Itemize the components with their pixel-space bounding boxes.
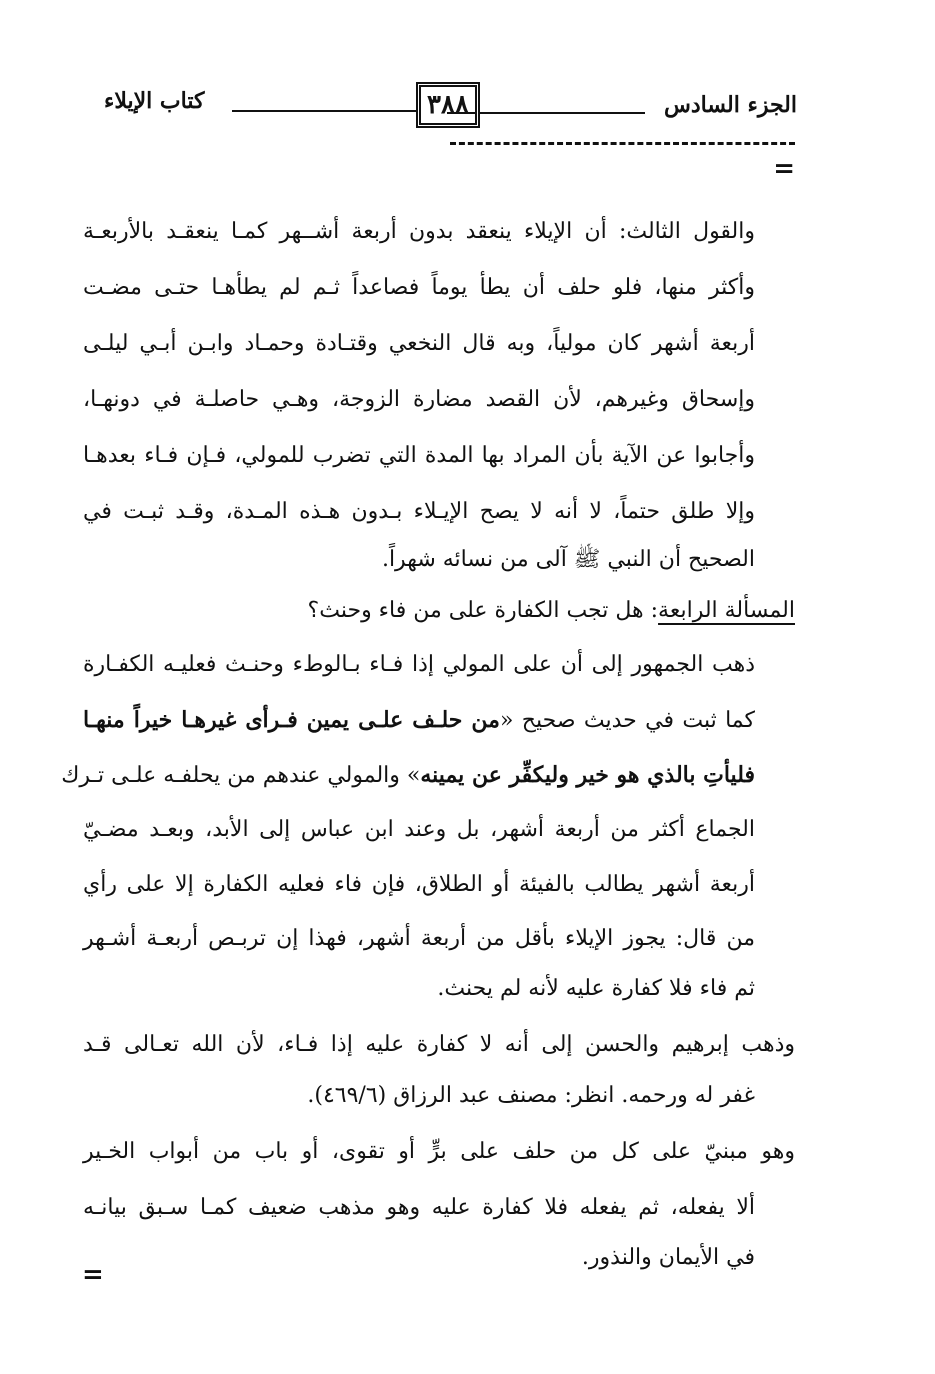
text-line: وهو مبنيّ على كل من حلف على برٍّ أو تقوى، أو باب من أبواب الخـير xyxy=(83,1139,795,1164)
text-line: ذهب الجمهور إلى أن على المولي إذا فـاء بـالوطء وحنـث فعليـه الكفـارة xyxy=(83,652,755,677)
text-line: وإسحاق وغيرهم، لأن القصد مضارة الزوجة، وهـي حاصلـة في دونهـا، xyxy=(83,387,755,412)
part-title: الجزء السادس xyxy=(664,92,797,118)
text-line-hadith-start xyxy=(83,703,755,738)
text-line: أربعة أشهر كان مولياً، وبه قال النخعي وقتـادة وحمـاد وابـن أبـي ليلـى xyxy=(83,331,755,356)
hadith-quote: من حلـف علـى يمين فـرأى غيرهـا خيراً منهـا xyxy=(83,707,500,733)
text-line: ثم فاء فلا كفارة عليه لأنه لم يحنث. xyxy=(437,976,755,1001)
question-heading-line xyxy=(83,594,795,628)
dashed-separator xyxy=(450,142,795,145)
text-line: في الأيمان والنذور. xyxy=(581,1245,755,1270)
text-line: أربعة أشهر يطالب بالفيئة أو الطلاق، فإن فاء فعليه الكفارة إلا على رأي xyxy=(83,872,755,897)
text-line: الصحيح أن النبي ﷺ آلى من نسائه شهراً. xyxy=(381,547,755,572)
text-segment: » والمولي عندهم من يحلفـه علـى تـرك xyxy=(61,763,421,788)
text-line: الجماع أكثر من أربعة أشهر، بل وعند ابن عباس إلى الأبد، وبعـد مضـيّ xyxy=(83,817,755,842)
text-line: غفر له ورحمه. انظر: مصنف عبد الرزاق (٤٦٩/٦). xyxy=(307,1083,755,1108)
text-line: وأكثر منها، فلو حلف أن يطأ يوماً فصاعداً ثـم لم يطأهـا حتـى مضـت xyxy=(83,275,755,300)
text-segment: كما ثبت في حديث صحيح « xyxy=(499,708,755,733)
text-line: ألا يفعله، ثم يفعله فلا كفارة عليه وهو مذهب ضعيف كمـا سـبق بيانـه xyxy=(83,1195,755,1220)
continuation-mark-bottom: = xyxy=(82,1260,104,1290)
text-line: والقول الثالث: أن الإيلاء ينعقد بدون أربعة أشــهر كمـا ينعقـد بالأربعـة xyxy=(83,219,755,244)
continuation-mark-top: = xyxy=(773,154,795,184)
text-line: من قال: يجوز الإيلاء بأقل من أربعة أشهر، فهذا إن تربـص أربعـة أشـهر xyxy=(83,926,755,951)
page-number: ٣٨٨ xyxy=(416,82,480,128)
book-title: كتاب الإيلاء xyxy=(104,88,205,114)
question-heading: المسألة الرابعة xyxy=(658,598,795,623)
question-text: : هل تجب الكفارة على من فاء وحنث؟ xyxy=(307,598,659,623)
header-rule-left xyxy=(232,110,416,112)
text-line: وإلا طلق حتماً، لا أنه لا يصح الإيـلاء بـدون هـذه المـدة، وقـد ثبـت في xyxy=(83,499,755,524)
text-line-hadith-end xyxy=(61,758,755,793)
text-line: وذهب إبرهيم والحسن إلى أنه لا كفارة عليه إذا فـاء، لأن الله تعـالى قـد xyxy=(83,1032,795,1057)
text-line: وأجابوا عن الآية بأن المراد بها المدة التي تضرب للمولي، فـإن فـاء بعدهـا xyxy=(83,443,755,468)
hadith-quote: فليأتِ بالذي هو خير وليكفِّر عن يمينه xyxy=(420,762,755,788)
